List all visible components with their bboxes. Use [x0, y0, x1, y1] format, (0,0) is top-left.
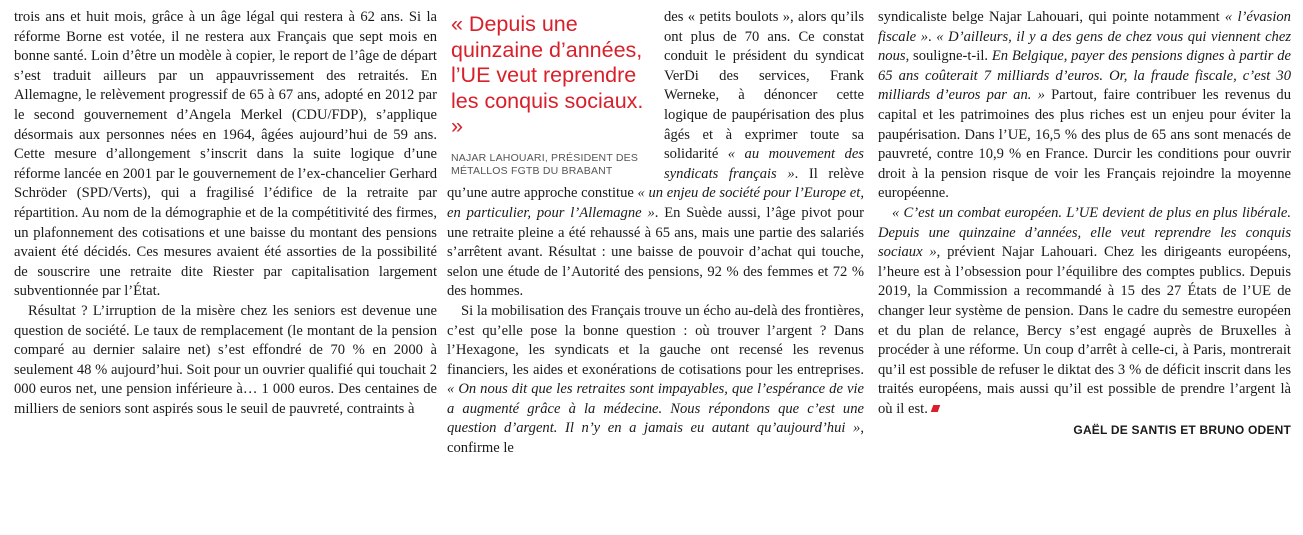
paragraph: [878, 8, 1291, 204]
text-run: , souligne-t-il.: [905, 48, 992, 65]
quote-run: « D’ailleurs, il y a des gens de chez vous qui viennent chez nous: [878, 28, 1292, 65]
author-signature: GAËL DE SANTIS ET BRUNO ODENT: [1073, 423, 1291, 438]
quote-run: « l’évasion fiscale »: [878, 9, 1291, 45]
quote-run: En Belgique, payer des pensions dignes à partir de 65 ans coûterait 7 milliards d’euros. Or, la fraude fiscale, c’est 30 milliards d’euros par an. »: [878, 48, 1291, 104]
text-run: . Il relève qu’une autre approche constitue: [447, 165, 864, 202]
text-run: des « petits boulots », alors qu’ils ont plus de 70 ans. Ce constat conduit le président du syndicat VerDi des services, Frank Werneke, à dénoncer cette logique de paupérisation des plus âgés et à exprimer toute sa solidarité: [664, 9, 864, 163]
text-run: . En Suède aussi, l’âge pivot pour une retraite pleine a été rehaussé à 65 ans, mais une partie des salariés s’arrêtent avant. Résultat : une baisse de pouvoir d’achat qui touche, selon une étude de l’Autorité des pensions, 92 % des femmes et 72 % des hommes.: [447, 204, 865, 300]
quote-run: « au mouvement des syndicats français »: [664, 146, 864, 182]
paragraph: Résultat ? L’irruption de la misère chez les seniors est devenue une question de société. Le taux de remplacement (le montant de la pension comparé au dernier salaire net) s’est effondré de 70 % en 2000 à seulement 48 % aujourd’hui. Soit pour un ouvrier qualifié qui touchait 2 000 euros net, une pension inférieure à… 1 000 euros. Des centaines de milliers de seniors sont aspirés sous le seuil de pauvreté, contraints à: [14, 302, 437, 417]
text-run: .: [928, 28, 937, 45]
end-of-article-icon: [931, 405, 941, 412]
pull-quote-credit: NAJAR LAHOUARI, PRÉSIDENT DES MÉTALLOS FGTB DU BRABANT: [451, 151, 639, 177]
quote-run: « C’est un combat européen. L’UE devient de plus en plus libérale. Depuis une quinzaine d’années, elle veut reprendre les conquis sociaux »: [878, 204, 1291, 261]
text-run: syndicaliste belge Najar Lahouari, qui pointe notamment: [878, 9, 1225, 25]
article-column-2: [447, 8, 864, 459]
quote-run: « un enjeu de société pour l’Europe et, en particulier, pour l’Allemagne »: [447, 185, 864, 221]
text-run: Si la mobilisation des Français trouve un écho au-delà des frontières, c’est qu’elle pose la bonne question : où trouver l’argent ? Dans l’Hexagone, les syndicats et la gauche ont recensé les revenus financiers, les aides et exonérations de cotisations pour les entreprises.: [447, 302, 864, 378]
article-column-3: [878, 8, 1291, 441]
article-column-1: [14, 8, 437, 419]
text-run: Partout, faire contribuer les revenus du capital et les patrimoines des plus riches est un enjeu pour éviter la paupérisation. Dans l’UE, 16,5 % des plus de 65 ans sont menacés de pauvreté, contre 10,9 % en France. Durcir les conditions pour ouvrir droit à la pension risque de voir les Français rejoindre la moyenne européenne.: [878, 87, 1291, 202]
pull-quote-box: [447, 8, 652, 178]
pull-quote: « Depuis une quinzaine d’années, l’UE veut reprendre les conquis sociaux. »: [451, 12, 644, 138]
paragraph: [878, 204, 1291, 420]
paragraph: trois ans et huit mois, grâce à un âge légal qui restera à 62 ans. Si la réforme Borne est votée, il ne restera aux Français que sept mois en bonne santé. Loin d’être un modèle à copier, le report de l’âge de départ s’est traduit ailleurs par un appauvrissement des retraités. En Allemagne, le relèvement progressif de 65 à 67 ans, adopté en 2012 par le second gouvernement d’Angela Merkel (CDU/FDP), s’applique désormais aux personnes nées en 1964, âgées aujourd’hui de 59 ans. Cette mesure d’allongement s’inscrit dans la suite logique d’une réforme lancée en 2001 par le gouvernement de l’ex-chancelier Gerhard Schröder (SPD/Verts), qui a fragilisé l’édifice de la retraite par répartition. Au nom de la démographie et de la compétitivité des firmes, un plafonnement des cotisations et une baisse du montant des pensions avaient été décidés. Ces mesures avaient été assorties de la possibilité de souscrire une retraite dite Riester par capitalisation largement subventionnée par l’État.: [14, 9, 437, 300]
text-run: , confirme le: [447, 420, 864, 457]
paragraph: [447, 302, 864, 459]
text-run: , prévient Najar Lahouari. Chez les dirigeants européens, l’heure est à l’obsession pour l’équilibre des comptes publics. Depuis 2019, la Commission a recommandé à 15 des 27 États de l’UE de changer leur système de pension. Dans le cadre du semestre européen et du plan de relance, Bercy s’est engagé auprès de Bruxelles à procéder à une réforme. Un coup d’arrêt à celle-ci, à Paris, montrerait qu’il est possible de refuser le diktat des 3 % de déficit inscrit dans les traités européens, mais aussi qu’il est possible de prendre l’argent là où il est.: [878, 244, 1291, 417]
quote-run: « On nous dit que les retraites sont impayables, que l’espérance de vie a augmenté grâce à la médecine. Nous répondons que c’est une question d’argent. Il n’y en a jamais eu autant qu’aujourd’hui »: [447, 381, 864, 437]
